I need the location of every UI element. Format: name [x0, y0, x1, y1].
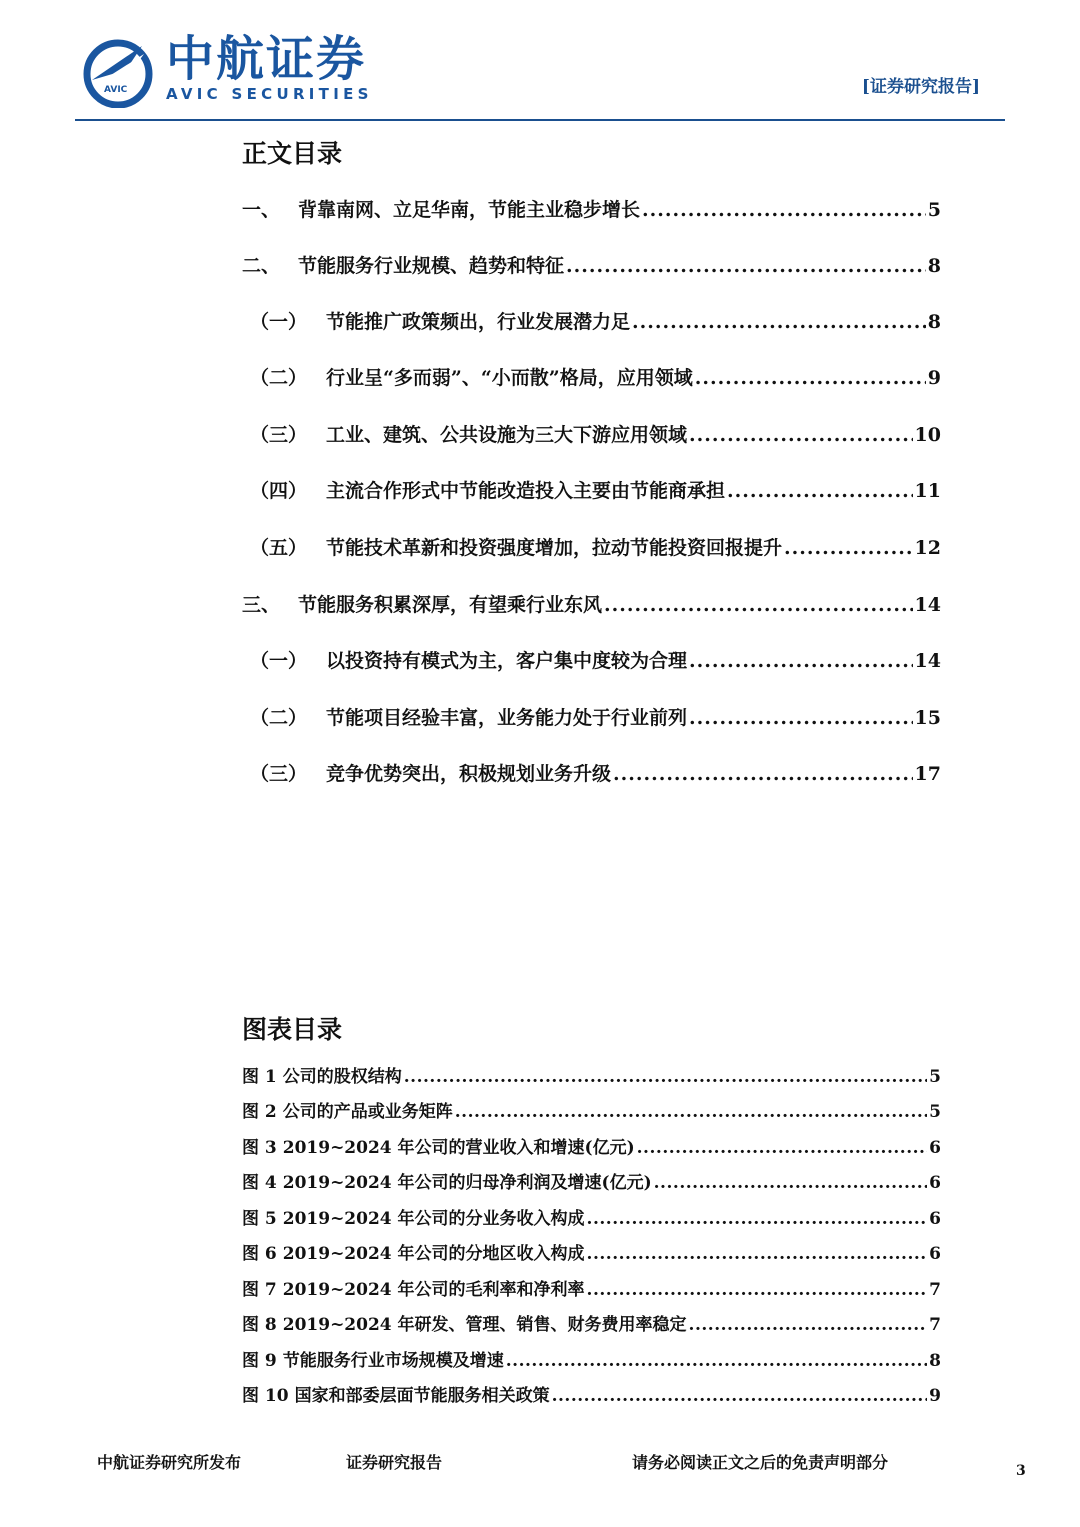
toc-entry-number: （一） — [250, 650, 308, 672]
figure-entry[interactable] — [242, 1277, 941, 1303]
figure-caption: 2019~2024 年公司的分业务收入构成 — [282, 1209, 585, 1229]
logo-english-name: AVIC SECURITIES — [166, 85, 373, 103]
toc-leader-dots — [566, 251, 926, 281]
figure-entry[interactable] — [242, 1064, 941, 1090]
figure-entry[interactable] — [242, 1348, 941, 1374]
figure-label: 图 2 — [242, 1102, 277, 1122]
figure-page: 6 — [929, 1138, 941, 1158]
toc-entry-page: 8 — [927, 255, 941, 277]
figure-leader-dots — [587, 1277, 928, 1303]
toc-entry-page: 8 — [927, 311, 941, 333]
toc-entry-number: （四） — [250, 480, 308, 502]
toc-entry[interactable] — [242, 363, 941, 393]
toc-entry-number: 二、 — [242, 255, 281, 277]
toc-entry-number: 三、 — [242, 594, 281, 616]
figure-caption: 2019~2024 年研发、管理、销售、财务费用率稳定 — [282, 1315, 687, 1335]
figure-leader-dots — [455, 1099, 927, 1125]
toc-entry-text: 背靠南网、立足华南，节能主业稳步增长 — [298, 199, 641, 221]
figure-caption: 国家和部委层面节能服务相关政策 — [294, 1386, 550, 1406]
toc-entry-number: （一） — [250, 311, 308, 333]
figure-page: 7 — [929, 1280, 941, 1300]
toc-leader-dots — [604, 590, 913, 620]
page-number: 3 — [1016, 1463, 1026, 1479]
toc-entry-text: 主流合作形式中节能改造投入主要由节能商承担 — [326, 480, 726, 502]
figure-label: 图 4 — [242, 1173, 277, 1193]
figure-entry[interactable] — [242, 1170, 941, 1196]
toc-entry-text: 节能服务行业规模、趋势和特征 — [298, 255, 565, 277]
toc-entry-page: 17 — [914, 763, 941, 785]
toc-entry-page: 15 — [914, 707, 941, 729]
toc-entry-text: 节能项目经验丰富，业务能力处于行业前列 — [326, 707, 688, 729]
toc-entry-page: 14 — [914, 650, 941, 672]
figure-caption: 公司的产品或业务矩阵 — [282, 1102, 453, 1122]
figure-label: 图 7 — [242, 1280, 277, 1300]
toc-entry-page: 14 — [914, 594, 941, 616]
toc-entry-number: （二） — [250, 707, 308, 729]
figure-leader-dots — [637, 1135, 928, 1161]
toc-entry-page: 9 — [927, 367, 941, 389]
figure-leader-dots — [404, 1064, 927, 1090]
toc-leader-dots — [784, 533, 913, 563]
toc-entry[interactable] — [242, 533, 941, 563]
figure-caption: 2019~2024 年公司的营业收入和增速(亿元) — [282, 1138, 635, 1158]
figure-page: 6 — [929, 1244, 941, 1264]
figure-caption: 2019~2024 年公司的分地区收入构成 — [282, 1244, 585, 1264]
toc-entry-text: 节能推广政策频出，行业发展潜力足 — [326, 311, 631, 333]
toc-entry-number: （三） — [250, 763, 308, 785]
logo-badge: AVIC — [104, 85, 128, 95]
toc-entry[interactable] — [242, 420, 941, 450]
figure-page: 6 — [929, 1209, 941, 1229]
figure-entry[interactable] — [242, 1312, 941, 1338]
toc-entry-text: 工业、建筑、公共设施为三大下游应用领域 — [326, 424, 688, 446]
report-type-tag: [证券研究报告] — [861, 77, 980, 97]
header-divider — [75, 119, 1005, 121]
toc-entry[interactable] — [242, 759, 941, 789]
toc-leader-dots — [689, 646, 913, 676]
figure-list-title: 图表目录 — [242, 1015, 343, 1044]
figure-page: 8 — [929, 1351, 941, 1371]
toc-entry-page: 11 — [914, 480, 941, 502]
figure-entry[interactable] — [242, 1099, 941, 1125]
toc-entry-page: 5 — [927, 199, 941, 221]
toc-entry-text: 行业呈“多而弱”、“小而散”格局，应用领域 — [326, 367, 693, 389]
figure-entry[interactable] — [242, 1206, 941, 1232]
figure-label: 图 1 — [242, 1067, 277, 1087]
toc-entry[interactable] — [242, 195, 941, 225]
footer-report-type: 证券研究报告 — [346, 1453, 443, 1472]
toc-entry-number: 一、 — [242, 199, 281, 221]
toc-leader-dots — [727, 476, 913, 506]
figure-label: 图 3 — [242, 1138, 277, 1158]
figure-caption: 节能服务行业市场规模及增速 — [282, 1351, 504, 1371]
figure-label: 图 5 — [242, 1209, 277, 1229]
footer-publisher: 中航证券研究所发布 — [97, 1453, 242, 1472]
figure-label: 图 10 — [242, 1386, 289, 1406]
toc-leader-dots — [689, 703, 913, 733]
figure-leader-dots — [654, 1170, 928, 1196]
figure-entry[interactable] — [242, 1241, 941, 1267]
toc-entry-text: 以投资持有模式为主，客户集中度较为合理 — [326, 650, 688, 672]
figure-leader-dots — [552, 1383, 928, 1409]
figure-page: 5 — [929, 1102, 941, 1122]
figure-label: 图 9 — [242, 1351, 277, 1371]
toc-entry-number: （二） — [250, 367, 308, 389]
figure-caption: 公司的股权结构 — [282, 1067, 402, 1087]
toc-leader-dots — [642, 195, 926, 225]
figure-page: 5 — [929, 1067, 941, 1087]
figure-caption: 2019~2024 年公司的毛利率和净利率 — [282, 1280, 585, 1300]
toc-title: 正文目录 — [242, 139, 343, 168]
figure-page: 9 — [929, 1386, 941, 1406]
toc-entry[interactable] — [242, 476, 941, 506]
toc-entry-page: 10 — [914, 424, 941, 446]
footer-disclaimer-note: 请务必阅读正文之后的免责声明部分 — [632, 1453, 889, 1472]
toc-leader-dots — [613, 759, 913, 789]
toc-entry[interactable] — [242, 251, 941, 281]
toc-entry-number: （三） — [250, 424, 308, 446]
toc-entry-text: 节能服务积累深厚，有望乘行业东风 — [298, 594, 603, 616]
figure-page: 7 — [929, 1315, 941, 1335]
figure-leader-dots — [587, 1241, 928, 1267]
toc-entry-page: 12 — [914, 537, 941, 559]
figure-label: 图 6 — [242, 1244, 277, 1264]
toc-entry[interactable] — [242, 703, 941, 733]
toc-entry[interactable] — [242, 646, 941, 676]
avic-logo-icon — [82, 36, 154, 108]
figure-entry[interactable] — [242, 1135, 941, 1161]
figure-leader-dots — [506, 1348, 927, 1374]
figure-entry[interactable] — [242, 1383, 941, 1409]
figure-caption: 2019~2024 年公司的归母净利润及增速(亿元) — [282, 1173, 652, 1193]
toc-entry[interactable] — [242, 307, 941, 337]
figure-label: 图 8 — [242, 1315, 277, 1335]
toc-leader-dots — [689, 420, 913, 450]
toc-entry[interactable] — [242, 590, 941, 620]
toc-entry-text: 节能技术革新和投资强度增加，拉动节能投资回报提升 — [326, 537, 783, 559]
toc-entry-number: （五） — [250, 537, 308, 559]
figure-leader-dots — [587, 1206, 928, 1232]
toc-entry-text: 竞争优势突出，积极规划业务升级 — [326, 763, 612, 785]
toc-leader-dots — [632, 307, 926, 337]
figure-page: 6 — [929, 1173, 941, 1193]
logo-chinese-name: 中航证券 — [166, 31, 367, 87]
toc-leader-dots — [695, 363, 926, 393]
figure-leader-dots — [689, 1312, 928, 1338]
